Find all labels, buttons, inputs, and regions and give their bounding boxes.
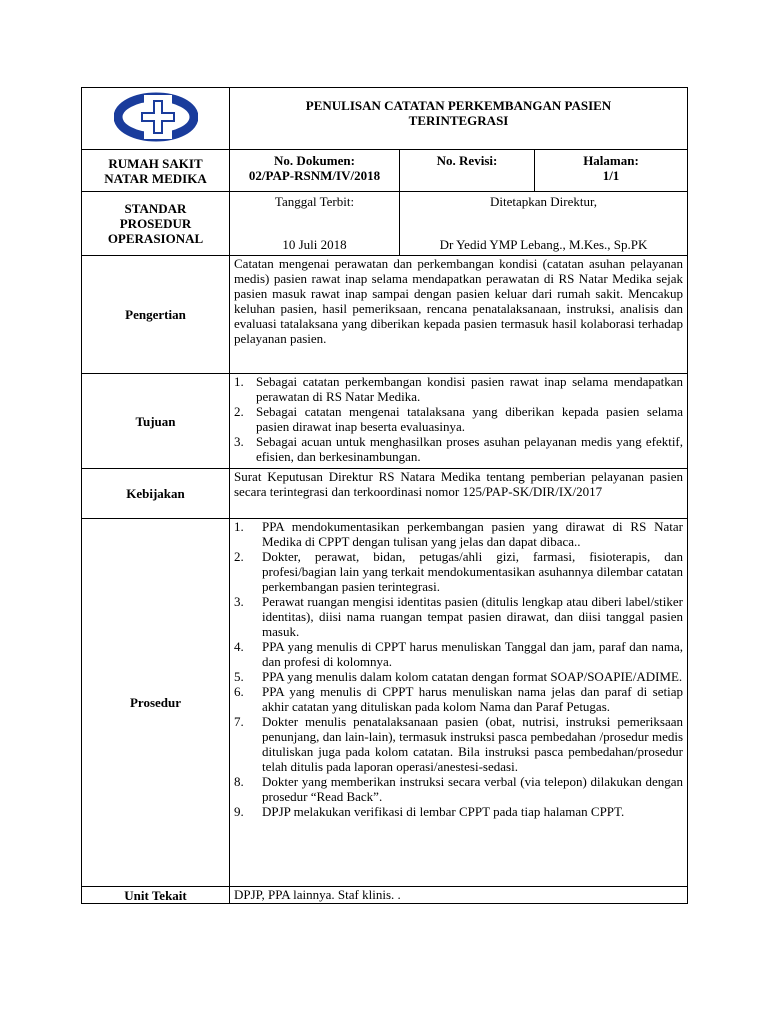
kebijakan-text: Surat Keputusan Direktur RS Natara Medika tentang pemberian pelayanan pasien secara terintegrasi dan terkoordinasi nomor 125/PAP-SK/DIR/IX/2017 [230,469,688,519]
item-number: 5. [234,669,244,684]
issued-cell [230,192,400,256]
list-item [234,519,683,549]
list-item [234,714,683,774]
list-item [234,434,683,464]
hospital-logo-icon [114,92,198,142]
item-text: PPA yang menulis di CPPT harus menuliskan nama jelas dan paraf di setiap akhir catatan yang dituliskan pada kolom Nama dan Paraf Petugas. [262,684,684,714]
issued-label: Tanggal Terbit: [274,194,355,209]
item-text: Perawat ruangan mengisi identitas pasien (ditulis lengkap atau diberi label/stiker identitas), diisi nama ruangan tempat pasien dirawat, dan diisi tanggal pasien masuk. [262,594,684,639]
tujuan-cell [230,374,688,469]
spo-label [82,192,230,256]
tujuan-label: Tujuan [82,374,230,469]
hospital-logo-cell [82,88,230,150]
list-item [234,774,683,804]
document-title [230,88,688,150]
list-item [234,549,683,594]
item-number: 4. [234,639,244,654]
list-item [234,404,683,434]
unit-text: DPJP, PPA lainnya. Staf klinis. . [230,887,688,904]
spo-document [81,87,687,904]
spo-line-1: STANDAR [124,201,187,216]
item-text: Sebagai acuan untuk menghasilkan proses asuhan pelayanan medis yang efektif, efisien, dan berkesinambungan. [256,434,684,464]
prosedur-label: Prosedur [82,519,230,887]
doc-number-label: No. Dokumen: [274,153,355,168]
item-number: 2. [234,549,244,564]
pengertian-text: Catatan mengenai perawatan dan perkembangan kondisi (catatan asuhan pelayanan medis) pasien rawat inap selama mendapatkan perawatan di RS Natar Medika sejak pasien masuk rawat inap sampai dengan pasien keluar dari rumah sakit. Mencakup keluhan pasien, hasil pemeriksaan, rencana penatalaksanaan, instruksi, analisis dan evaluasi tatalaksana yang diberikan kepada pasien termasuk hasil kolaborasi terhadap pelayanan pasien. [230,256,688,374]
list-item [234,684,683,714]
list-item [234,669,683,684]
item-number: 2. [234,404,244,419]
page-label: Halaman: [583,153,639,168]
item-text: Sebagai catatan perkembangan kondisi pasien rawat inap selama mendapatkan perawatan di RS Natar Medika. [256,374,684,404]
list-item [234,594,683,639]
hospital-name-line-1: RUMAH SAKIT [108,155,203,171]
spo-table [81,87,688,904]
item-number: 8. [234,774,244,789]
tujuan-list [234,374,683,464]
item-text: DPJP melakukan verifikasi di lembar CPPT pada tiap halaman CPPT. [262,804,625,819]
list-item [234,804,683,819]
item-number: 1. [234,374,244,389]
item-number: 3. [234,594,244,609]
item-number: 1. [234,519,244,534]
item-text: Dokter, perawat, bidan, petugas/ahli gizi, farmasi, fisioterapis, dan profesi/bagian lain yang terkait mendokumentasikan asuhannya dilembar catatan perkembangan pasien terintegrasi. [262,549,684,594]
item-text: Dokter yang memberikan instruksi secara verbal (via telepon) dilakukan dengan prosedur “Read Back”. [262,774,684,804]
item-text: PPA mendokumentasikan perkembangan pasien yang dirawat di RS Natar Medika di CPPT dengan tulisan yang jelas dan dapat dibaca.. [262,519,684,549]
prosedur-list [234,519,683,819]
doc-number-cell [230,150,400,192]
page-cell [535,150,688,192]
list-item [234,374,683,404]
revision-cell [400,150,535,192]
approval-cell [400,192,688,256]
prosedur-cell [230,519,688,887]
page-value: 1/1 [602,168,620,183]
pengertian-label: Pengertian [82,256,230,374]
hospital-name [82,150,230,192]
kebijakan-label: Kebijakan [82,469,230,519]
item-number: 3. [234,434,244,449]
title-line-1: PENULISAN CATATAN PERKEMBANGAN PASIEN [305,98,612,113]
item-text: Dokter menulis penatalaksanaan pasien (obat, nutrisi, instruksi pemeriksaan penunjang, dan lain-lain), termasuk instruksi pasca pembedahan /prosedur medis dituliskan juga pada kolom catatan. Bila instruksi pasca pembedahan/prosedur telah ditulis pada laporan operasi/anestesi-sedasi. [262,714,684,774]
hospital-name-line-2: NATAR MEDIKA [104,170,207,186]
item-text: PPA yang menulis dalam kolom catatan dengan format SOAP/SOAPIE/ADIME. [262,669,683,684]
title-line-2: TERINTEGRASI [408,113,509,128]
unit-label: Unit Tekait [82,887,230,904]
item-number: 7. [234,714,244,729]
director-name: Dr Yedid YMP Lebang., M.Kes., Sp.PK [439,237,648,252]
item-number: 9. [234,804,244,819]
spo-line-2: PROSEDUR [119,216,192,231]
issued-date: 10 Juli 2018 [282,237,347,252]
list-item [234,639,683,669]
revision-label: No. Revisi: [436,153,498,168]
approved-label: Ditetapkan Direktur, [489,194,598,209]
item-text: PPA yang menulis di CPPT harus menuliskan Tanggal dan jam, paraf dan nama, dan profesi di kolomnya. [262,639,684,669]
item-text: Sebagai catatan mengenai tatalaksana yang diberikan kepada pasien selama pasien dirawat inap beserta evaluasinya. [256,404,684,434]
spo-line-3: OPERASIONAL [107,231,204,246]
doc-number-value: 02/PAP-RSNM/IV/2018 [248,168,381,183]
item-number: 6. [234,684,244,699]
